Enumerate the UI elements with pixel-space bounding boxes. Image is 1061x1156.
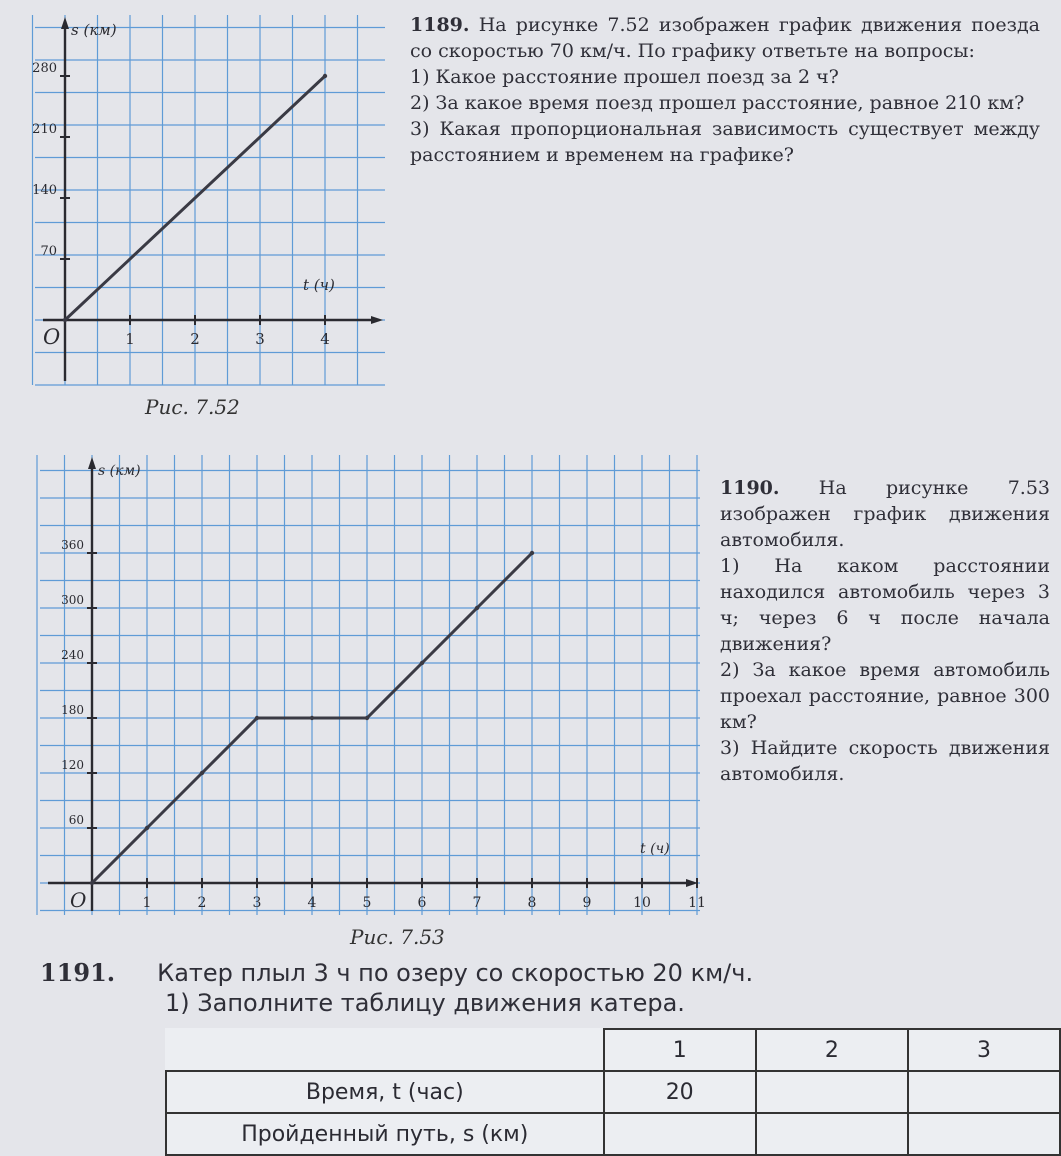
question-2: 2) За какое время поезд прошел расстояние, равное 210 км? xyxy=(410,92,1025,114)
y-tick-label: 70 xyxy=(40,244,57,259)
figure-7-52-graph xyxy=(32,15,385,385)
figure-7-53 xyxy=(40,455,706,915)
problem-intro: Катер плыл 3 ч по озеру со скоростью 20 км/ч. xyxy=(157,959,754,987)
x-tick-label: 5 xyxy=(362,895,372,911)
x-axis-arrow xyxy=(371,316,383,324)
data-point xyxy=(200,771,204,775)
table-cell: 2 xyxy=(756,1029,908,1071)
question-1: 1) На каком расстоянии находился автомобиль через 3 ч; через 6 ч после начала движения? xyxy=(720,555,1050,655)
figure-7-53-graph xyxy=(40,455,706,915)
y-tick-label: 120 xyxy=(61,758,84,772)
figure-7-53-caption: Рис. 7.53 xyxy=(350,925,445,949)
x-tick-label: 9 xyxy=(582,895,592,911)
question-3: 3) Какая пропорциональная зависимость существует между расстоянием и временем на графике? xyxy=(410,118,1040,166)
question-2: 2) За какое время автомобиль проехал расстояние, равное 300 км? xyxy=(720,659,1050,733)
y-axis-label: s (км) xyxy=(71,21,117,39)
y-tick-label: 280 xyxy=(32,61,57,76)
y-tick-label: 210 xyxy=(32,122,57,137)
x-tick-label: 10 xyxy=(633,895,651,911)
table-row xyxy=(166,1071,1060,1113)
problem-number: 1189. xyxy=(410,14,470,36)
table-cell xyxy=(908,1113,1060,1155)
problem-intro: На рисунке 7.53 изображен график движения автомобиля. xyxy=(720,477,1050,551)
x-axis-label: t (ч) xyxy=(640,841,670,857)
table-cell xyxy=(756,1113,908,1155)
y-tick-label: 240 xyxy=(61,648,84,662)
x-tick-label: 3 xyxy=(252,895,262,911)
x-tick-label: 11 xyxy=(688,895,706,911)
x-tick-label: 6 xyxy=(417,895,427,911)
grid xyxy=(37,455,700,915)
origin-label: O xyxy=(43,325,61,349)
problem-intro: На рисунке 7.52 изображен график движения поезда со скоростью 70 км/ч. По графику ответьте на вопросы: xyxy=(410,14,1040,62)
data-point xyxy=(255,716,259,720)
data-point xyxy=(90,881,94,885)
problem-1191 xyxy=(40,958,1050,1018)
y-axis-label: s (км) xyxy=(98,463,141,479)
x-tick-label: 8 xyxy=(527,895,537,911)
problem-number: 1191. xyxy=(40,958,116,987)
grid xyxy=(33,15,386,385)
x-tick-label: 2 xyxy=(197,895,207,911)
origin-label: O xyxy=(70,888,87,912)
y-tick-label: 140 xyxy=(32,183,57,198)
table-cell xyxy=(908,1071,1060,1113)
data-point xyxy=(365,716,369,720)
data-point xyxy=(310,716,314,720)
x-axis-label: t (ч) xyxy=(303,276,335,294)
data-point xyxy=(420,661,424,665)
problem-number: 1190. xyxy=(720,477,780,499)
y-tick-label: 300 xyxy=(61,593,84,607)
table-cell xyxy=(604,1113,756,1155)
problem-1189 xyxy=(410,12,1040,168)
question-1: 1) Заполните таблицу движения катера. xyxy=(165,989,685,1017)
question-1: 1) Какое расстояние прошел поезд за 2 ч? xyxy=(410,66,839,88)
data-point xyxy=(323,74,327,78)
motion-table xyxy=(165,1028,1061,1156)
table-row xyxy=(166,1113,1060,1155)
data-point xyxy=(475,606,479,610)
figure-7-52-caption: Рис. 7.52 xyxy=(145,395,240,419)
data-point xyxy=(530,551,534,555)
data-point xyxy=(145,826,149,830)
table-row-label: Пройденный путь, s (км) xyxy=(166,1113,604,1155)
x-tick-label: 3 xyxy=(255,330,265,348)
x-tick-label: 1 xyxy=(142,895,152,911)
y-tick-label: 180 xyxy=(61,703,84,717)
problem-1190 xyxy=(720,475,1050,787)
y-axis-arrow xyxy=(88,457,96,469)
y-axis-arrow xyxy=(61,17,69,29)
table-row xyxy=(166,1029,1060,1071)
table-cell: 3 xyxy=(908,1029,1060,1071)
y-tick-label: 60 xyxy=(68,813,84,827)
table-cell xyxy=(756,1071,908,1113)
figure-7-52 xyxy=(32,15,385,385)
table-row-label: Время, t (час) xyxy=(166,1071,604,1113)
table-cell: 1 xyxy=(604,1029,756,1071)
question-3: 3) Найдите скорость движения автомобиля. xyxy=(720,737,1050,785)
x-tick-label: 4 xyxy=(320,330,330,348)
y-tick-label: 360 xyxy=(61,538,84,552)
x-tick-label: 7 xyxy=(472,895,482,911)
x-tick-label: 2 xyxy=(190,330,200,348)
table-cell: 20 xyxy=(604,1071,756,1113)
x-tick-label: 1 xyxy=(125,330,135,348)
table-corner-cell xyxy=(166,1029,604,1071)
x-tick-label: 4 xyxy=(307,895,317,911)
data-point xyxy=(63,318,67,322)
